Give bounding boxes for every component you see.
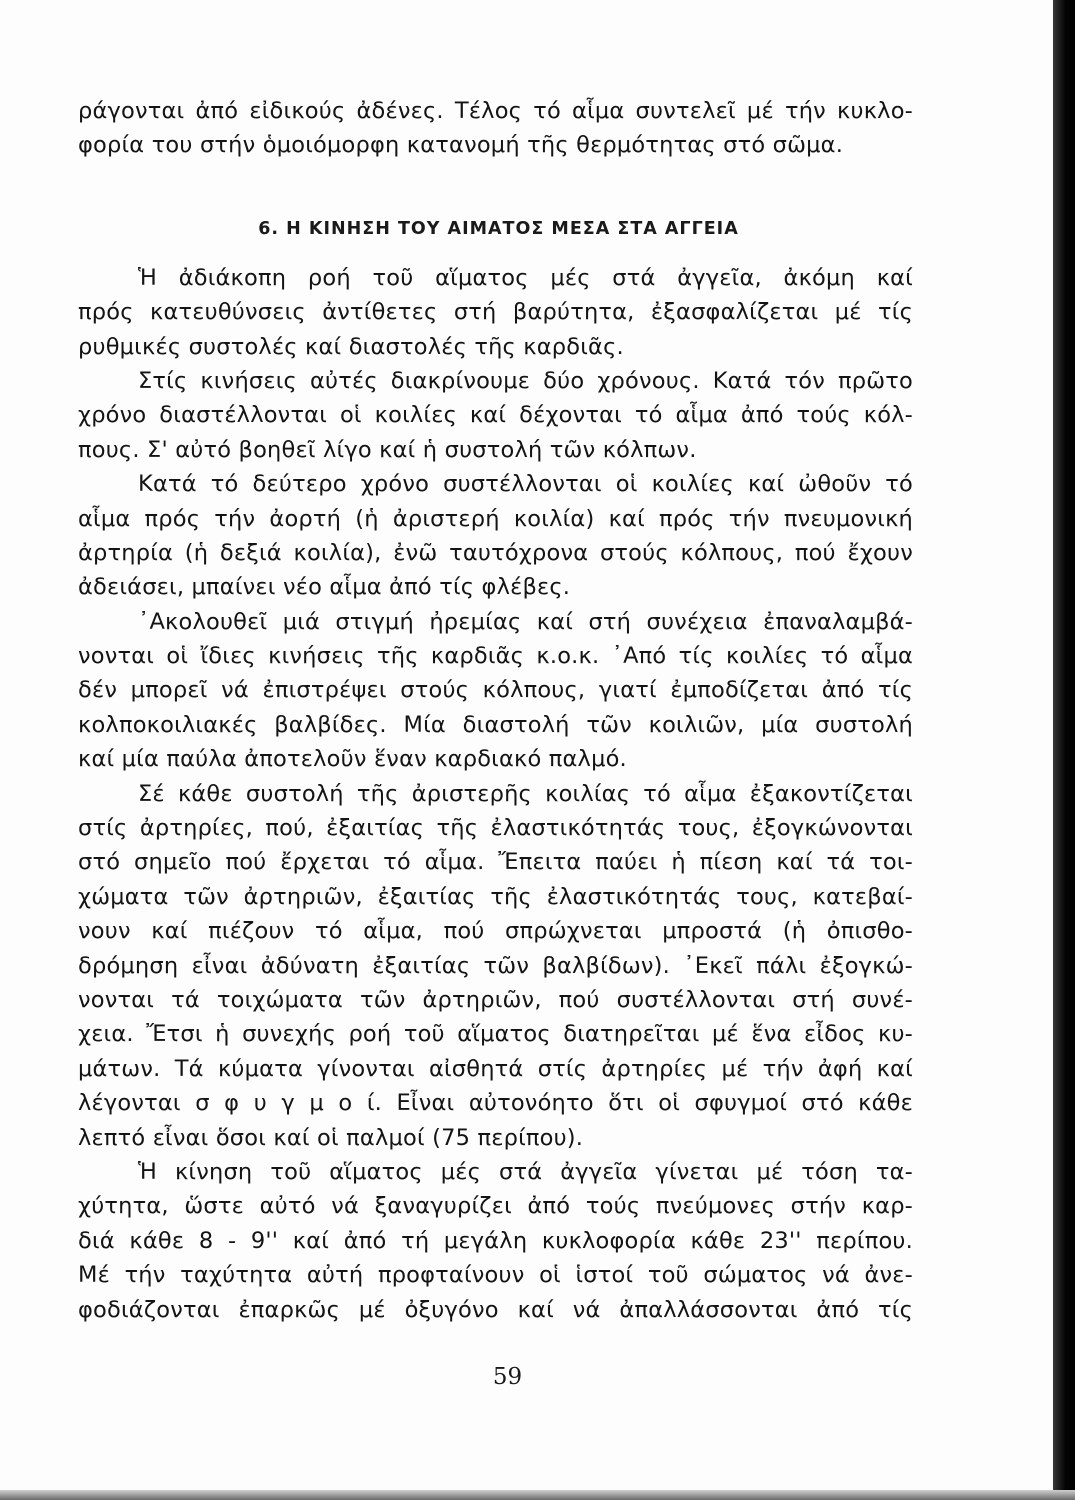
- text-line: ρυθμικές συστολές καί διαστολές τῆς καρδιᾶς.: [78, 333, 624, 360]
- page-text: [78, 94, 913, 1327]
- text-line: πρός κατευθύνσεις ἀντίθετες στή βαρύτητα, ἐξασφαλίζεται μέ τίς: [78, 299, 913, 326]
- text-line: ράγονται ἀπό εἰδικούς ἀδένες. Τέλος τό αἷμα συντελεῖ μέ τήν κυκλο-: [78, 98, 913, 124]
- text-line: Μέ τήν ταχύτητα αὐτή προφταίνουν οἱ ἱστοί τοῦ σώματος νά ἀνε-: [78, 1262, 913, 1289]
- text-line: Σέ κάθε συστολή τῆς ἀριστερῆς κοιλίας τό αἷμα ἐξακοντίζεται: [138, 780, 913, 807]
- page-bottom-shadow: [0, 1490, 1075, 1500]
- text-line: δέν μπορεῖ νά ἐπιστρέψει στούς κόλπους, γιατί ἐμποδίζεται ἀπό τίς: [78, 677, 913, 704]
- text-line: χρόνο διαστέλλονται οἱ κοιλίες καί δέχονται τό αἷμα ἀπό τούς κόλ-: [78, 402, 913, 429]
- text-line: φοδιάζονται ἐπαρκῶς μέ ὀξυγόνο καί νά ἀπαλλάσσονται ἀπό τίς: [78, 1296, 913, 1323]
- text-line: διά κάθε 8 - 9'' καί ἀπό τή μεγάλη κυκλοφορία κάθε 23'' περίπου.: [78, 1227, 913, 1254]
- text-line: νουν καί πιέζουν τό αἷμα, πού σπρώχνεται μπροστά (ἡ ὀπισθο-: [78, 918, 913, 945]
- text-line: Κατά τό δεύτερο χρόνο συστέλλονται οἱ κοιλίες καί ὠθοῦν τό: [138, 471, 913, 498]
- page-number: 59: [492, 1364, 523, 1390]
- text-line: χεια. Ἔτσι ἡ συνεχής ροή τοῦ αἵματος διατηρεῖται μέ ἕνα εἶδος κυ-: [78, 1021, 913, 1048]
- page-edge-shadow: [1053, 0, 1075, 1500]
- text-line: Στίς κινήσεις αὐτές διακρίνουμε δύο χρόνους. Κατά τόν πρῶτο: [138, 367, 913, 394]
- text-line: ᾿Ακολουθεῖ μιά στιγμή ἠρεμίας καί στή συνέχεια ἐπαναλαμβά-: [138, 608, 913, 635]
- text-line: φορία του στήν ὁμοιόμορφη κατανομή τῆς θερμότητας στό σῶμα.: [78, 132, 844, 159]
- text-line: κολποκοιλιακές βαλβίδες. Μία διαστολή τῶν κοιλιῶν, μία συστολή: [78, 711, 913, 738]
- text-line: χύτητα, ὥστε αὐτό νά ξαναγυρίζει ἀπό τούς πνεύμονες στήν καρ-: [78, 1193, 913, 1220]
- text-line: στίς ἀρτηρίες, πού, ἐξαιτίας τῆς ἐλαστικότητάς τους, ἐξογκώνονται: [78, 815, 913, 842]
- text-line: πους. Σ' αὐτό βοηθεῖ λίγο καί ἡ συστολή τῶν κόλπων.: [78, 436, 697, 463]
- text-line: Ἡ κίνηση τοῦ αἵματος μές στά ἀγγεῖα γίνεται μέ τόση τα-: [138, 1158, 913, 1185]
- text-line: χώματα τῶν ἀρτηριῶν, ἐξαιτίας τῆς ἐλαστικότητάς τους, κατεβαί-: [78, 883, 913, 910]
- text-line: στό σημεῖο πού ἔρχεται τό αἷμα. Ἔπειτα παύει ἡ πίεση καί τά τοι-: [78, 849, 913, 876]
- text-line: νονται οἱ ἴδιες κινήσεις τῆς καρδιᾶς κ.ο.κ. ᾿Από τίς κοιλίες τό αἷμα: [78, 643, 913, 670]
- text-line: δρόμηση εἶναι ἀδύνατη ἐξαιτίας τῶν βαλβίδων). ᾿Εκεῖ πάλι ἐξογκώ-: [78, 952, 913, 979]
- text-line: ἀδειάσει, μπαίνει νέο αἷμα ἀπό τίς φλέβες.: [78, 574, 571, 601]
- text-line: αἷμα πρός τήν ἀορτή (ἡ ἀριστερή κοιλία) καί πρός τήν πνευμονική: [78, 505, 913, 532]
- text-line: ἀρτηρία (ἡ δεξιά κοιλία), ἐνῶ ταυτόχρονα στούς κόλπους, πού ἔχουν: [78, 539, 913, 566]
- text-line: καί μία παύλα ἀποτελοῦν ἕναν καρδιακό παλμό.: [78, 746, 627, 773]
- section-heading: 6. Η ΚΙΝΗΣΗ ΤΟΥ ΑΙΜΑΤΟΣ ΜΕΣΑ ΣΤΑ ΑΓΓΕΙΑ: [258, 218, 739, 239]
- text-line: Ἡ ἀδιάκοπη ροή τοῦ αἵματος μές στά ἀγγεῖα, ἀκόμη καί: [138, 264, 913, 291]
- text-line: λεπτό εἶναι ὅσοι καί οἱ παλμοί (75 περίπου).: [78, 1124, 584, 1151]
- text-line: μάτων. Τά κύματα γίνονται αἰσθητά στίς ἀρτηρίες μέ τήν ἀφή καί: [78, 1055, 913, 1082]
- text-line: λέγονται σ φ υ γ μ ο ί. Εἶναι αὐτονόητο ὅτι οἱ σφυγμοί στό κάθε: [78, 1090, 913, 1117]
- text-line: νονται τά τοιχώματα τῶν ἀρτηριῶν, πού συστέλλονται στή συνέ-: [78, 986, 913, 1013]
